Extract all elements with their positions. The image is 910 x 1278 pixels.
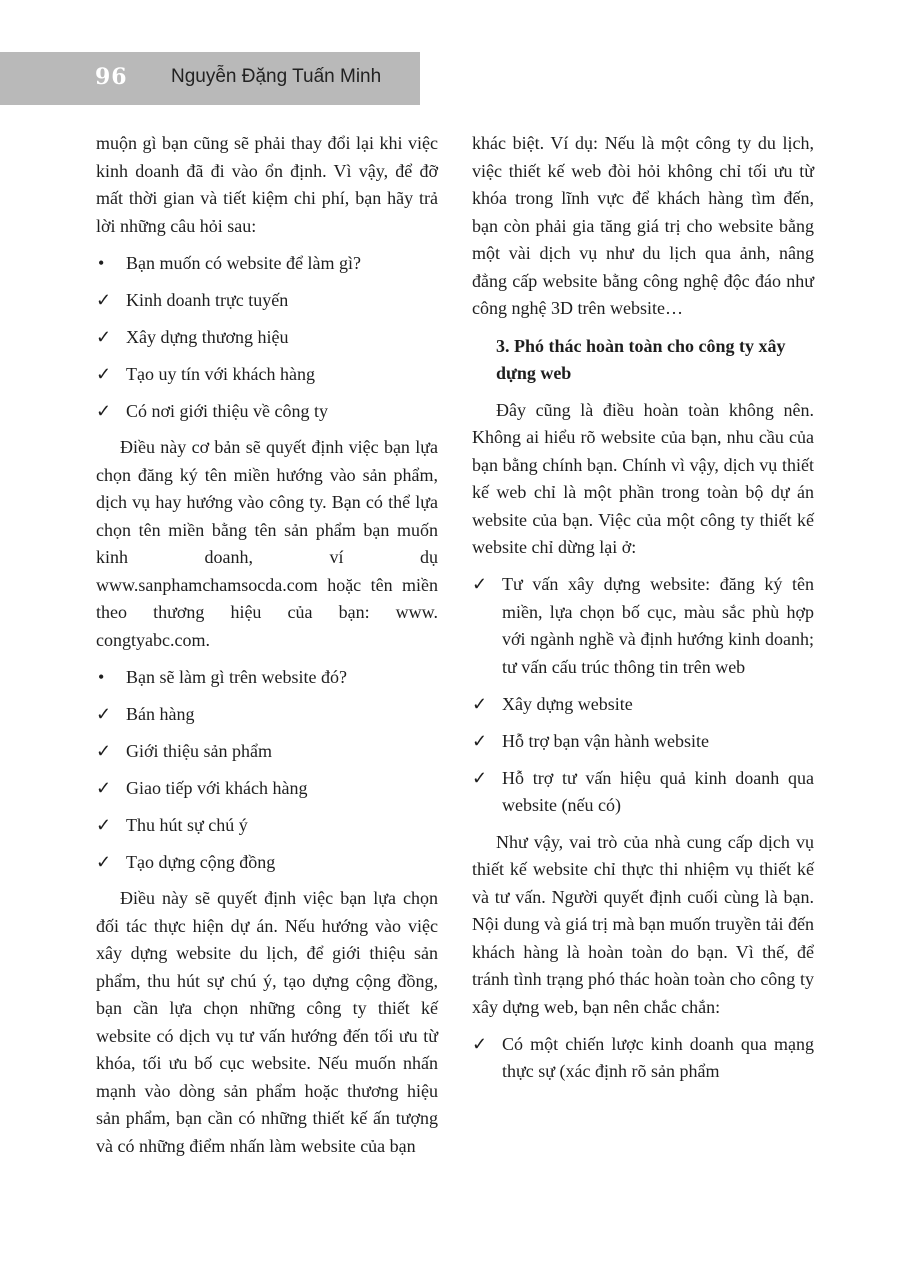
list-item: ✓ Thu hút sự chú ý — [96, 812, 438, 840]
list-item: ✓ Kinh doanh trực tuyến — [96, 287, 438, 315]
right-column — [472, 130, 814, 1086]
list-item: • Bạn muốn có website để làm gì? — [96, 250, 438, 278]
checkmark-icon: ✓ — [472, 1033, 488, 1054]
checkmark-icon: ✓ — [96, 400, 112, 421]
left-paragraph-3: Điều này sẽ quyết định việc bạn lựa chọn đối tác thực hiện dự án. Nếu hướng vào việc xây dựng website du lịch, để giới thiệu sản phẩm, thu hút sự chú ý, tạo dựng cộng đồng, bạn cần lựa chọn những công ty thiết kế website có dịch vụ tư vấn hướng đến tối ưu từ khóa, tối ưu bố cục website. Nếu muốn nhấn mạnh vào dòng sản phẩm hoặc thương hiệu sản phẩm, bạn cần có những thiết kế ấn tượng và có những điểm nhấn làm website của bạn — [96, 888, 438, 1156]
checkmark-icon: ✓ — [96, 777, 112, 798]
right-paragraph-3: Như vậy, vai trò của nhà cung cấp dịch vụ thiết kế website chỉ thực thi nhiệm vụ thiết kế và tư vấn. Người quyết định cuối cùng là bạn. Nội dung và giá trị mà bạn muốn truyền tải đến khách hàng là hoàn toàn do bạn. Vì thế, để tránh tình trạng phó thác hoàn toàn cho công ty xây dựng web, bạn nên chắc chắn: — [472, 831, 814, 1017]
running-head-author: Nguyễn Đặng Tuấn Minh — [171, 66, 382, 87]
list-item: ✓ Hỗ trợ tư vấn hiệu quả kinh doanh qua website (nếu có) — [472, 765, 814, 820]
checkmark-icon: ✓ — [96, 289, 112, 310]
list-item: ✓ Có nơi giới thiệu về công ty — [96, 398, 438, 426]
left-paragraph-1: muộn gì bạn cũng sẽ phải thay đổi lại khi việc kinh doanh đã đi vào ổn định. Vì vậy, để đỡ mất thời gian và tiết kiệm chi phí, bạn hãy trả lời những câu hỏi sau: — [96, 133, 438, 236]
list-item: • Bạn sẽ làm gì trên website đó? — [96, 664, 438, 692]
checkmark-icon: ✓ — [472, 574, 488, 594]
checkmark-icon: ✓ — [472, 767, 488, 788]
checkmark-icon: ✓ — [472, 730, 488, 751]
right-paragraph-1: khác biệt. Ví dụ: Nếu là một công ty du lịch, việc thiết kế web đòi hỏi không chỉ tối ưu từ khóa trong lĩnh vực để khách hàng tìm đến, bạn còn phải gia tăng giá trị cho website bằng một vài dịch vụ như du lịch qua ảnh, nâng đẳng cấp website bằng công nghệ độc đáo như công nghệ 3D trên website… — [472, 133, 814, 318]
left-column — [96, 130, 438, 1160]
right-list-checklist — [472, 1031, 814, 1086]
list-item: ✓ Bán hàng — [96, 701, 438, 729]
section-heading-3: 3. Phó thác hoàn toàn cho công ty xây dựng web — [496, 335, 786, 383]
list-item: ✓ Tư vấn xây dựng website: đăng ký tên miền, lựa chọn bố cục, màu sắc phù hợp với ngành nghề và định hướng kinh doanh; tư vấn cấu trúc thông tin trên web — [472, 571, 814, 681]
list-item: ✓ Tạo dựng cộng đồng — [96, 849, 438, 877]
left-list-website-activities — [96, 664, 438, 877]
bullet-icon: • — [98, 666, 105, 687]
list-item: ✓ Xây dựng thương hiệu — [96, 324, 438, 352]
checkmark-icon: ✓ — [96, 363, 112, 384]
right-list-web-company-services — [472, 571, 814, 820]
left-list-website-purpose — [96, 250, 438, 426]
list-item: ✓ Tạo uy tín với khách hàng — [96, 361, 438, 389]
list-item: ✓ Hỗ trợ bạn vận hành website — [472, 728, 814, 756]
bullet-icon: • — [98, 252, 105, 273]
list-item: ✓ Giao tiếp với khách hàng — [96, 775, 438, 803]
checkmark-icon: ✓ — [96, 851, 112, 872]
right-paragraph-2: Đây cũng là điều hoàn toàn không nên. Không ai hiểu rõ website của bạn, nhu cầu của bạn bằng chính bạn. Chính vì vậy, dịch vụ thiết kế web chỉ là một phần trong toàn bộ dự án website của bạn. Việc của một công ty thiết kế website chỉ dừng lại ở: — [472, 399, 814, 557]
checkmark-icon: ✓ — [96, 703, 112, 724]
left-paragraph-2: Điều này cơ bản sẽ quyết định việc bạn lựa chọn đăng ký tên miền hướng vào sản phẩm, dịch vụ hay hướng vào công ty. Bạn có thể lựa chọn tên miền bằng tên sản phẩm bạn muốn kinh doanh, ví dụ www.sanphamchamsocda.com hoặc tên miền theo thương hiệu của bạn: www. congtyabc.com. — [96, 437, 438, 650]
checkmark-icon: ✓ — [96, 814, 112, 835]
checkmark-icon: ✓ — [472, 693, 488, 714]
page-number: 96 — [95, 64, 128, 90]
checkmark-icon: ✓ — [96, 326, 112, 347]
checkmark-icon: ✓ — [96, 740, 112, 761]
list-item: ✓ Có một chiến lược kinh doanh qua mạng thực sự (xác định rõ sản phẩm — [472, 1031, 814, 1086]
list-item: ✓ Xây dựng website — [472, 691, 814, 719]
list-item: ✓ Giới thiệu sản phẩm — [96, 738, 438, 766]
